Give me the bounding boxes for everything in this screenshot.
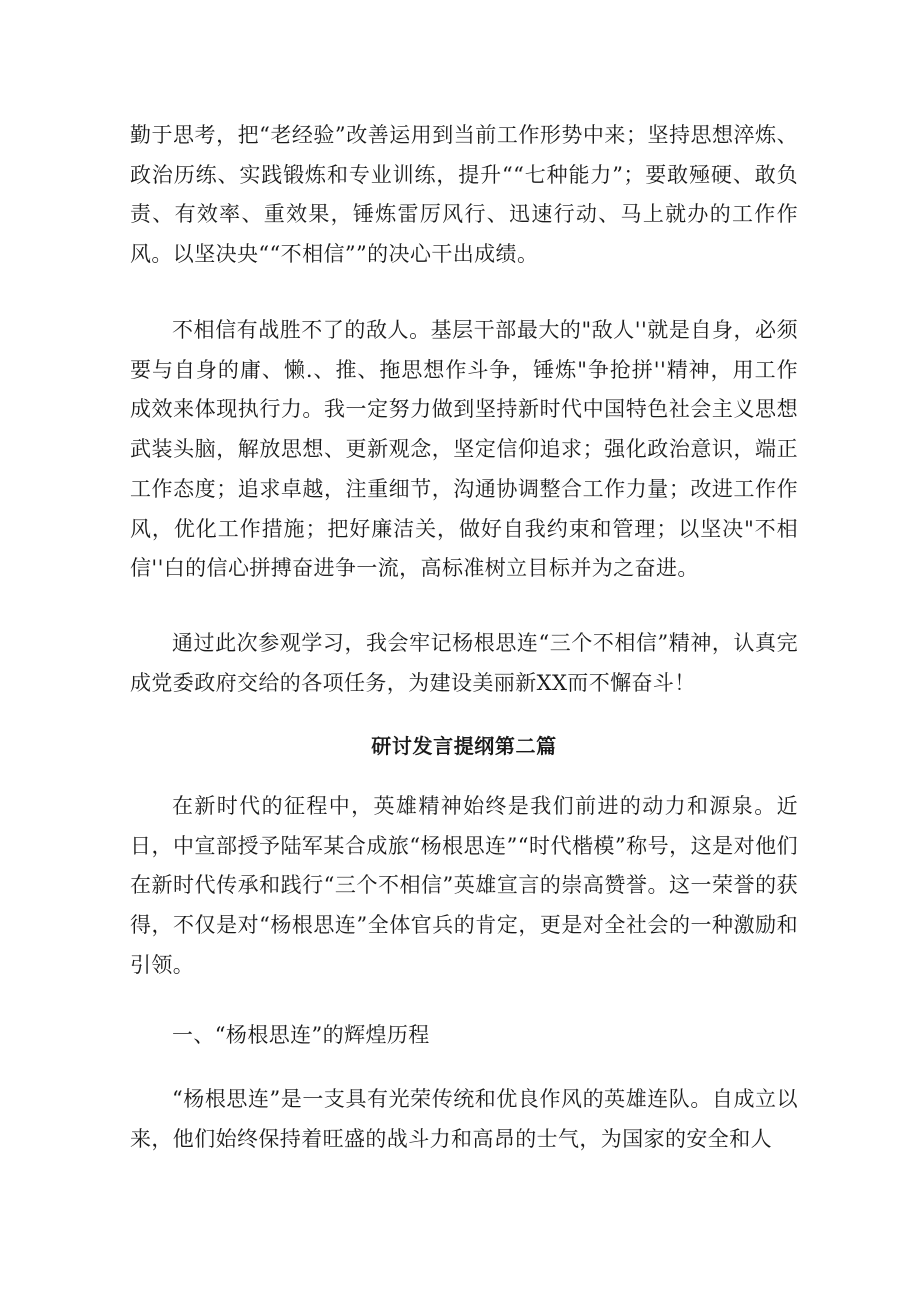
- paragraph-not-believe-enemy: 不相信有战胜不了的敌人。基层干部最大的"敌人''就是自身，必须要与自身的庸、懒.、推、拖思想作斗争，锤炼"争抢拼''精神，用工作成效来体现执行力。我一定努力做到坚持新时代中国特色社会主义思想武装头脑，解放思想、更新观念，坚定信仰追求；强化政治意识，端正工作态度；追求卓越，注重细节，沟通协调整合工作力量；改进工作作风，优化工作措施；把好廉洁关，做好自我约束和管理；以坚决"不相信''白的信心拼搏奋进争一流，高标准树立目标并为之奋进。: [130, 318, 798, 581]
- paragraph-conclusion: 通过此次参观学习，我会牢记杨根思连“三个不相信”精神，认真完成党委政府交给的各项任务，为建设美丽新XX而不懈奋斗！: [130, 631, 798, 695]
- paragraph-intro: 在新时代的征程中，英雄精神始终是我们前进的动力和源泉。近日，中宣部授予陆军某合成旅“杨根思连”“时代楷模”称号，这是对他们在新时代传承和践行“三个不相信”英雄宣言的崇高赞誉。这一荣誉的获得，不仅是对“杨根思连”全体官兵的肯定，更是对全社会的一种激励和引领。: [130, 794, 798, 977]
- paragraph-history: “杨根思连”是一支具有光荣传统和优良作风的英雄连队。自成立以来，他们始终保持着旺盛的战斗力和高昂的士气，为国家的安全和人: [130, 1087, 798, 1151]
- section-title: 研讨发言提纲第二篇: [371, 734, 557, 758]
- paragraph-continued-text: 勤于思考，把“老经验”改善运用到当前工作形势中来；坚持思想淬炼、政治历练、实践锻炼和专业训练，提升““七种能力”；要敢殛硬、敢负责、有效率、重效果，锤炼雷厉风行、迅速行动、马上就办的工作作风。以坚决央““不相信””的决心干出成绩。: [130, 123, 798, 267]
- subsection-heading: 一、“杨根思连”的辉煌历程: [172, 1023, 430, 1047]
